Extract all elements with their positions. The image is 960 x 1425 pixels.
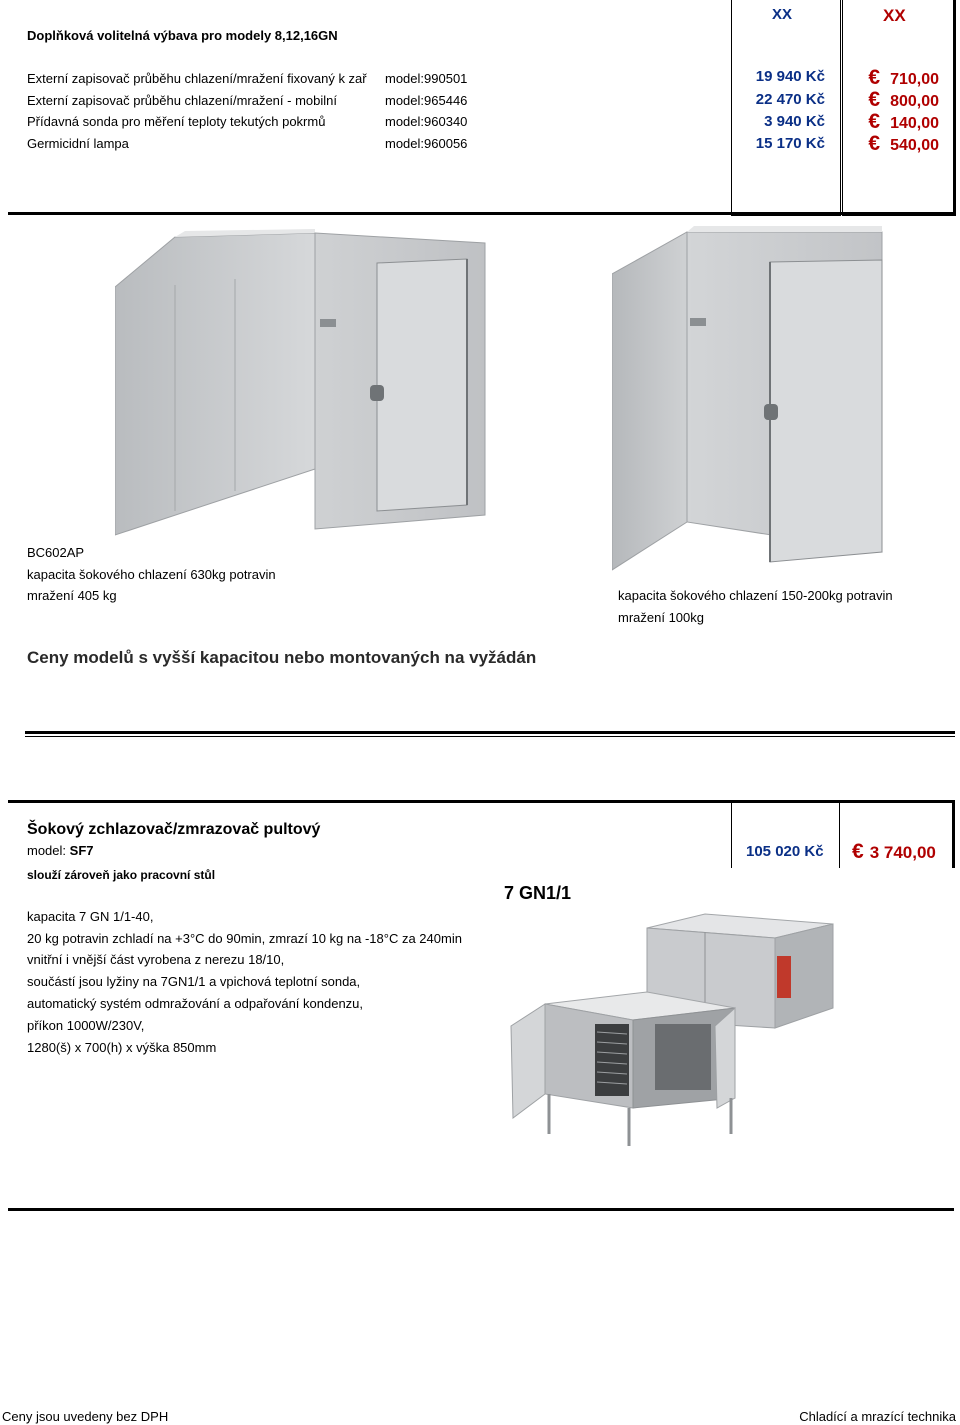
sf7-product-image <box>505 908 835 1148</box>
price-kc: 15 170 Kč <box>755 135 825 152</box>
divider <box>25 731 955 737</box>
capacity-badge: 7 GN1/1 <box>504 883 572 903</box>
accessory-name: Přídavná sonda pro měření teploty tekutých pokrmů <box>27 114 326 129</box>
cold-room-small-image <box>612 222 890 572</box>
accessory-name: Externí zapisovač průběhu chlazení/mražení - mobilní <box>27 93 337 108</box>
price-kc: 105 020 Kč <box>746 843 824 860</box>
price-on-request-note: Ceny modelů s vyšší kapacitou nebo montovaných na vyžádán <box>27 648 537 667</box>
accessory-name: Externí zapisovač průběhu chlazení/mražení fixovaný k zař <box>27 71 367 86</box>
divider <box>952 800 955 868</box>
spec-line: vnitřní i vnější část vyrobena z nerezu 18/10, <box>27 952 285 967</box>
euro-icon: € <box>868 110 881 133</box>
price-column-kc <box>731 0 841 216</box>
spec-line: příkon 1000W/230V, <box>27 1018 145 1033</box>
price-kc: 3 940 Kč <box>764 113 825 130</box>
footer-vat-note: Ceny jsou uvedeny bez DPH <box>2 1409 169 1424</box>
price-eur: € 3 740,00 <box>852 840 936 863</box>
price-eur: € 800,00 <box>868 88 939 111</box>
accessory-model: model:960340 <box>385 114 468 129</box>
spec-line: součástí jsou lyžiny na 7GN1/1 a vpichová teplotní sonda, <box>27 974 361 989</box>
cold-room-freezing: mražení 405 kg <box>27 588 117 603</box>
accessory-model: model:990501 <box>385 71 468 86</box>
euro-icon: € <box>868 88 881 111</box>
price-eur: € 540,00 <box>868 132 939 155</box>
divider <box>839 800 840 868</box>
accessory-model: model:960056 <box>385 136 468 151</box>
product-subtitle: slouží zároveň jako pracovní stůl <box>27 868 216 882</box>
spec-line: automatický systém odmražování a odpařování kondenzu, <box>27 996 364 1011</box>
price-kc: 19 940 Kč <box>755 68 825 85</box>
spec-line: 20 kg potravin zchladí na +3°C do 90min, zmrazí 10 kg na -18°C za 240min <box>27 931 462 946</box>
price-eur: € 710,00 <box>868 66 939 89</box>
accessory-model: model:965446 <box>385 93 468 108</box>
cold-room-large-image <box>115 229 491 539</box>
spec-line: kapacita 7 GN 1/1-40, <box>27 909 154 924</box>
product-model: model: SF7 <box>27 843 94 858</box>
price-column-eur <box>842 0 956 216</box>
price-eur: € 140,00 <box>868 110 939 133</box>
cold-room-capacity: kapacita šokového chlazení 150-200kg potravin <box>618 588 893 603</box>
price-kc: 22 470 Kč <box>755 91 825 108</box>
footer-category: Chladící a mrazící technika <box>799 1409 956 1424</box>
divider <box>8 212 954 215</box>
cold-room-capacity: kapacita šokového chlazení 630kg potravin <box>27 567 276 582</box>
euro-icon: € <box>868 66 881 89</box>
euro-icon: € <box>868 132 881 155</box>
cold-room-freezing: mražení 100kg <box>618 610 704 625</box>
euro-icon: € <box>852 840 864 863</box>
product-title: Šokový zchlazovač/zmrazovač pultový <box>27 821 321 838</box>
spec-line: 1280(š) x 700(h) x výška 850mm <box>27 1040 217 1055</box>
cold-room-model: BC602AP <box>27 545 85 560</box>
column-header-kc: XX <box>772 6 793 23</box>
column-header-eur: XX <box>883 6 906 25</box>
divider <box>731 800 732 868</box>
section-title-accessories: Doplňková volitelná výbava pro modely 8,12,16GN <box>27 28 338 43</box>
accessory-name: Germicidní lampa <box>27 136 129 151</box>
